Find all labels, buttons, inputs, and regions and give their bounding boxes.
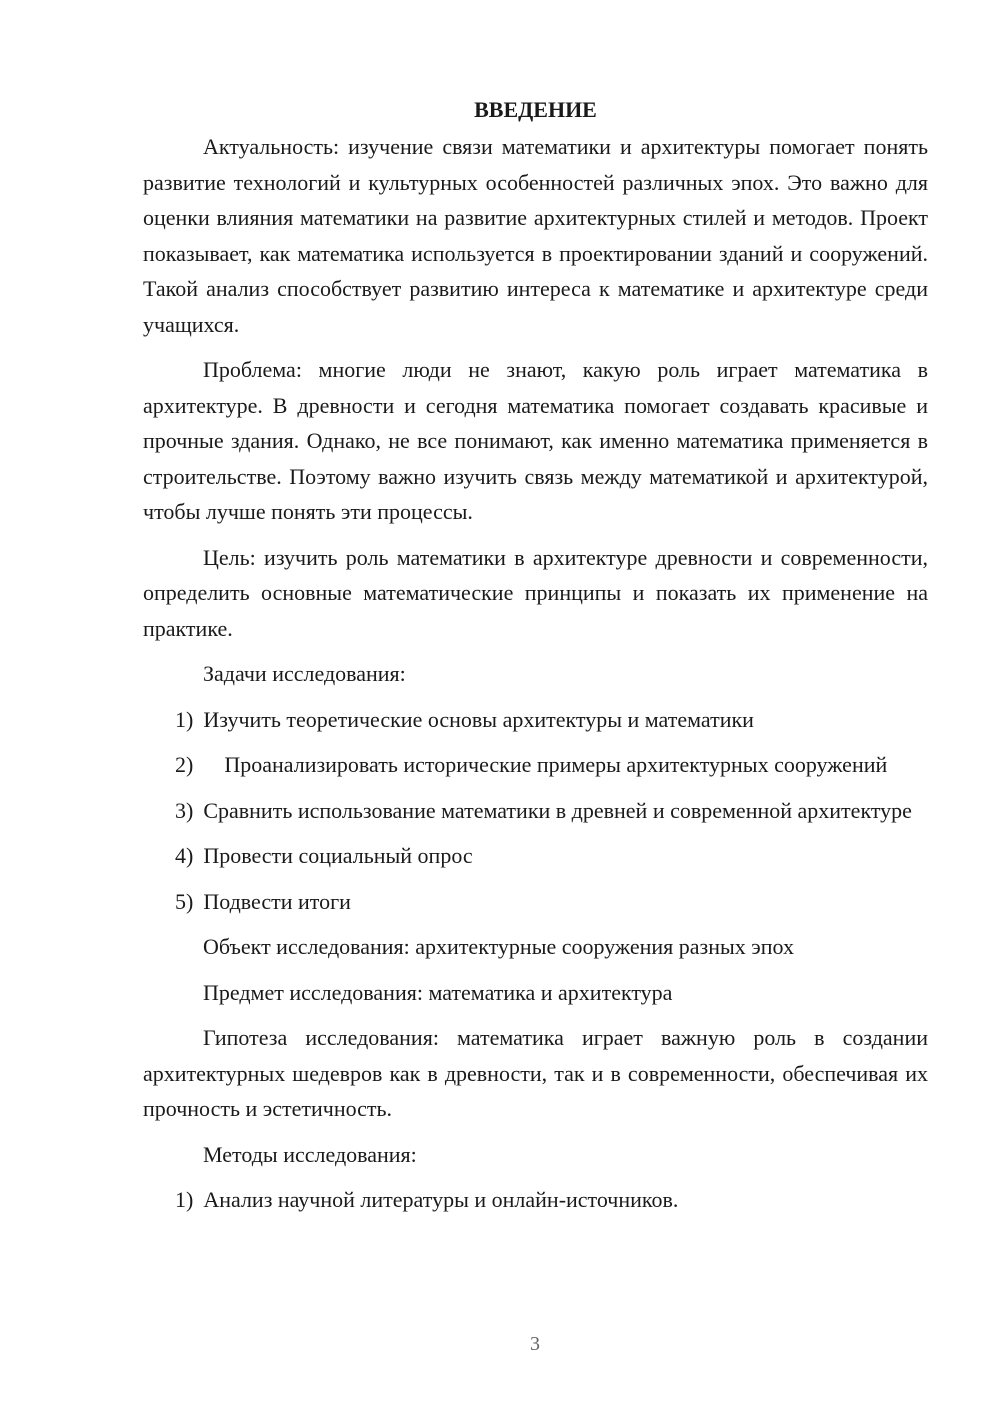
method-number: 1) — [175, 1187, 194, 1212]
task-number: 5) — [175, 888, 194, 914]
method-item-1 — [143, 1182, 928, 1218]
section-title: ВВЕДЕНИЕ — [474, 97, 597, 122]
task-number: 4) — [175, 843, 194, 868]
task-text: Подвести итоги — [203, 888, 351, 914]
task-text: Изучить теоретические основы архитектуры и математики — [203, 706, 754, 732]
method-text: Анализ научной литературы и онлайн-источников. — [203, 1187, 679, 1212]
page-content — [143, 92, 928, 1228]
task-item-2 — [143, 747, 928, 783]
tasks-heading: Задачи исследования: — [203, 661, 406, 686]
task-text: Провести социальный опрос — [203, 843, 473, 868]
task-number: 1) — [175, 706, 194, 732]
relevance-paragraph: Актуальность: изучение связи математики и архитектуры помогает понять развитие технологий и культурных особенностей различных эпох. Это важно для оценки влияния математики на развитие архитектурных стилей и методов. Проект показывает, как математика используется в проектировании зданий и сооружений. Такой анализ способствует развитию интереса к математике и архитектуре среди учащихся. — [143, 134, 928, 337]
task-item-5 — [143, 884, 928, 920]
task-number: 3) — [175, 797, 194, 823]
task-text: Сравнить использование математики в древней и современной архитектуре — [203, 797, 912, 823]
task-item-1 — [143, 702, 928, 738]
problem-paragraph: Проблема: многие люди не знают, какую роль играет математика в архитектуре. В древности и сегодня математика помогает создавать красивые и прочные здания. Однако, не все понимают, как именно математика применяется в строительстве. Поэтому важно изучить связь между математикой и архитектурой, чтобы лучше понять эти процессы. — [143, 357, 928, 524]
task-item-4 — [143, 838, 928, 874]
methods-heading: Методы исследования: — [203, 1141, 417, 1167]
goal-paragraph: Цель: изучить роль математики в архитектуре древности и современности, определить основные математические принципы и показать их применение на практике. — [143, 544, 928, 641]
task-number: 2) — [175, 752, 194, 777]
object-line: Объект исследования: архитектурные сооружения разных эпох — [203, 934, 794, 959]
task-item-3 — [143, 793, 928, 829]
hypothesis-paragraph: Гипотеза исследования: математика играет важную роль в создании архитектурных шедевров как в древности, так и в современности, обеспечивая их прочность и эстетичность. — [143, 1025, 928, 1121]
task-text: Проанализировать исторические примеры архитектурных сооружений — [224, 752, 888, 777]
subject-line: Предмет исследования: математика и архитектура — [203, 979, 673, 1005]
page-number: 3 — [530, 1333, 540, 1355]
